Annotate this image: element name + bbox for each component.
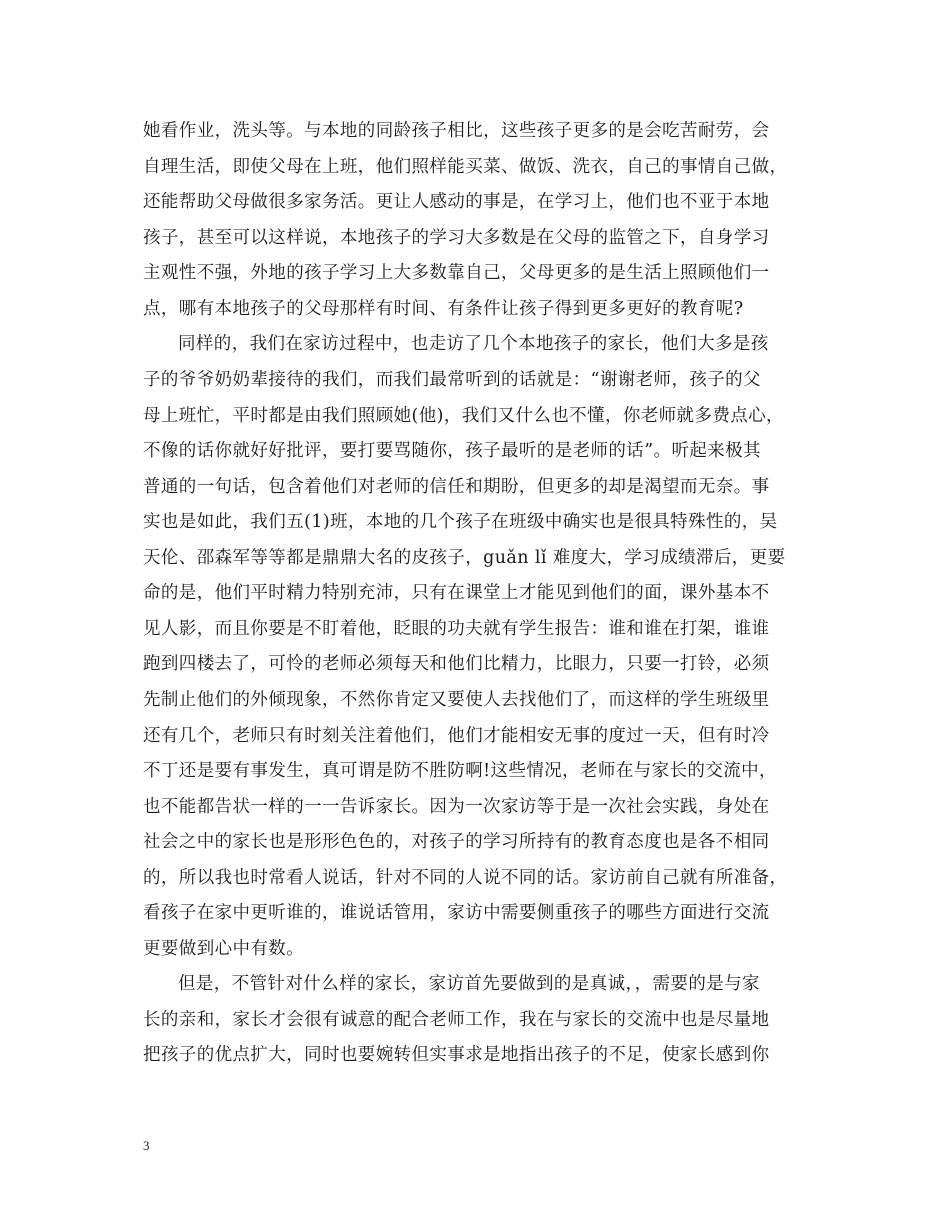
text-line: 把孩子的优点扩大，同时也要婉转但实事求是地指出孩子的不足，使家长感到你: [143, 1045, 770, 1065]
text-line: 母上班忙，平时都是由我们照顾她(他)，我们又什么也不懂，你老师就多费点心，: [143, 406, 784, 426]
text-line: 不丁还是要有事发生，真可谓是防不胜防啊!这些情况，老师在与家长的交流中，: [143, 761, 777, 781]
text-line: 普通的一句话，包含着他们对老师的信任和期盼，但更多的却是渴望而无奈。事: [143, 477, 770, 497]
paragraph-first-line: 但是，不管针对什么样的家长，家访首先要做到的是真诚，，需要的是与家: [178, 974, 760, 994]
text-line: 还有几个，老师只有时刻关注着他们，他们才能相安无事的度过一天，但有时冷: [143, 726, 770, 746]
text-line: 命的是，他们平时精力特别充沛，只有在课堂上才能见到他们的面，课外基本不: [143, 583, 770, 603]
text-line: 看孩子在家中更听谁的，谁说话管用，家访中需要侧重孩子的哪些方面进行交流: [143, 903, 770, 923]
text-line: 长的亲和，家长才会很有诚意的配合老师工作，我在与家长的交流中也是尽量地: [143, 1010, 770, 1030]
text-line: 子的爷爷奶奶辈接待的我们，而我们最常听到的话就是：“谢谢老师，孩子的父: [143, 370, 761, 390]
text-line: 她看作业，洗头等。与本地的同龄孩子相比，这些孩子更多的是会吃苦耐劳，会: [143, 121, 770, 141]
text-line: 的，所以我也时常看人说话，针对不同的人说不同的话。家访前自己就有所准备，: [143, 868, 788, 888]
text-line: 实也是如此，我们五(1)班，本地的几个孩子在班级中确实也是很具特殊性的，吴: [143, 512, 778, 532]
text-line: 自理生活，即使父母在上班，他们照样能买菜、做饭、洗衣，自己的事情自己做，: [143, 157, 788, 177]
text-line: 更要做到心中有数。: [143, 939, 305, 959]
paragraph-first-line: 同样的，我们在家访过程中，也走访了几个本地孩子的家长，他们大多是孩: [178, 334, 769, 354]
text-line: 也不能都告状一样的一一告诉家长。因为一次家访等于是一次社会实践，身处在: [143, 797, 770, 817]
text-line: 见人影，而且你要是不盯着他，眨眼的功夫就有学生报告：谁和谁在打架，谁谁: [143, 619, 770, 639]
text-line: 点，哪有本地孩子的父母那样有时间、有条件让孩子得到更多更好的教育呢?: [143, 299, 744, 319]
page-number: 3: [143, 1138, 150, 1153]
text-line: 还能帮助父母做很多家务活。更让人感动的事是，在学习上，他们也不亚于本地: [143, 192, 770, 212]
text-line: 主观性不强，外地的孩子学习上大多数靠自己，父母更多的是生活上照顾他们一: [143, 263, 770, 283]
text-line: 跑到四楼去了，可怜的老师必须每天和他们比精力，比眼力，只要一打铃，必须: [143, 654, 770, 674]
text-line: 社会之中的家长也是形形色色的，对孩子的学习所持有的教育态度也是各不相同: [143, 832, 770, 852]
text-line: 天伦、邵森军等等都是鼎鼎大名的皮孩子，guǎn lǐ 难度大，学习成绩滞后，更要: [143, 548, 786, 568]
text-line: 先制止他们的外倾现象，不然你肯定又要使人去找他们了，而这样的学生班级里: [143, 690, 770, 710]
text-line: 孩子，甚至可以这样说，本地孩子的学习大多数是在父母的监管之下，自身学习: [143, 228, 770, 248]
text-line: 不像的话你就好好批评，要打要骂随你，孩子最听的是老师的话”。听起来极其: [143, 441, 761, 461]
